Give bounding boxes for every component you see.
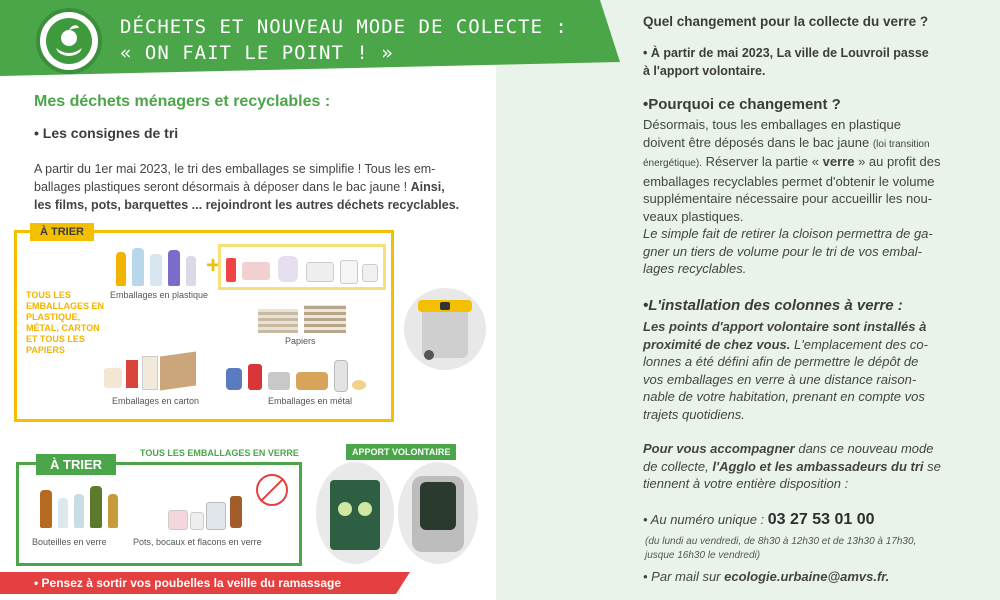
why-title: •Pourquoi ce changement ? xyxy=(643,96,841,113)
accompany-bold2: l'Agglo et les ambassadeurs du tri xyxy=(712,458,924,474)
caption-bouteilles: Bouteilles en verre xyxy=(32,537,107,547)
verre-title: TOUS LES EMBALLAGES EN VERRE xyxy=(140,448,299,458)
verre-change-text xyxy=(643,44,983,80)
mail-line xyxy=(643,569,889,584)
why-line3 xyxy=(643,153,959,173)
caption-papiers: Papiers xyxy=(285,336,316,346)
caption-carton: Emballages en carton xyxy=(112,396,200,406)
phone-label: • Au numéro unique : xyxy=(643,512,765,527)
install-line4: vos emballages en verre à une distance raison- xyxy=(643,371,917,387)
why-italic2: gner un tiers de volume pour le tri de vos embal- xyxy=(643,243,922,259)
glass-column-2-icon xyxy=(398,462,478,564)
bullet-title-text: Les consignes de tri xyxy=(42,125,179,141)
why-line3-end: » au profit des xyxy=(858,154,941,169)
section-title: Mes déchets ménagers et recyclables : xyxy=(34,93,331,110)
yellow-bin-icon xyxy=(404,288,486,370)
mail-address[interactable]: ecologie.urbaine@amvs.fr. xyxy=(724,569,890,584)
intro-line2 xyxy=(34,178,474,196)
intro-line2-text: ballages plastiques seront désormais à déposer dans le bac jaune ! xyxy=(34,180,408,194)
why-line3-bold: verre xyxy=(822,154,855,169)
accompany-bold1: Pour vous accompagner xyxy=(643,441,795,456)
verre-change-line1: • À partir de mai 2023, La ville de Louvroil passe xyxy=(643,46,929,60)
verre-change-line2: à l'apport volontaire. xyxy=(643,64,766,78)
plus-icon: + xyxy=(206,252,221,279)
install-paragraph xyxy=(643,318,959,423)
intro-paragraph xyxy=(34,160,474,214)
tri-tag: À TRIER xyxy=(30,223,94,241)
why-line3-small: énergétique). xyxy=(643,158,702,169)
why-paragraph xyxy=(643,116,959,278)
tri-tag-verre: À TRIER xyxy=(36,454,116,475)
why-line2 xyxy=(643,134,959,154)
footer-reminder-text: • Pensez à sortir vos poubelles la veille du ramassage xyxy=(34,576,342,590)
mail-label: • Par mail sur xyxy=(643,569,721,584)
why-line1: Désormais, tous les emballages en plastique xyxy=(643,117,901,132)
tri-side-text: TOUS LES EMBALLAGES EN PLASTIQUE, MÉTAL, CARTON ET TOUS LES PAPIERS xyxy=(26,290,105,355)
why-italic1: Le simple fait de retirer la cloison permettra de ga- xyxy=(643,226,933,241)
verre-question-title: Quel changement pour la collecte du verre ? xyxy=(643,14,929,29)
intro-line3: les films, pots, barquettes ... rejoindront les autres déchets recyclables. xyxy=(34,198,460,212)
install-line6: trajets quotidiens. xyxy=(643,406,745,422)
accompany-line2 xyxy=(643,458,959,476)
why-line2-small: (loi transition xyxy=(872,138,930,150)
glass-bottles-icon xyxy=(36,486,132,530)
accompany-paragraph xyxy=(643,440,959,493)
glass-jars-icon xyxy=(164,492,254,532)
header-title-line1: DÉCHETS ET NOUVEAU MODE DE COLECTE : xyxy=(120,16,568,38)
caption-plastique: Emballages en plastique xyxy=(110,290,209,300)
metal-packaging-icon xyxy=(226,360,376,394)
install-line5: nable de votre habitation, prenant en compte vos xyxy=(643,389,925,404)
install-title: •L'installation des colonnes à verre : xyxy=(643,297,903,314)
tri-box-left-border xyxy=(14,230,17,422)
install-line2 xyxy=(643,336,959,354)
hours-text xyxy=(645,535,916,563)
why-line6: veaux plastiques. xyxy=(643,208,744,224)
why-line2-text: doivent être déposés dans le bac jaune xyxy=(643,134,870,150)
phone-number[interactable]: 03 27 53 01 00 xyxy=(767,511,875,528)
carton-packaging-icon xyxy=(100,350,200,392)
bullet-title: • Les consignes de tri xyxy=(34,125,179,141)
no-ceramic-icon xyxy=(256,474,288,506)
phone-line xyxy=(643,511,875,529)
header-title-line2: « ON FAIT LE POINT ! » xyxy=(120,42,394,64)
plastic-bottles-icon xyxy=(112,246,202,288)
accompany-text1: dans ce nouveau mode xyxy=(798,441,934,456)
why-italic3: lages recyclables. xyxy=(643,261,747,276)
plastic-films-icon xyxy=(224,250,384,286)
install-line1: Les points d'apport volontaire sont installés à xyxy=(643,319,927,334)
accompany-line1 xyxy=(643,440,959,458)
papers-icon xyxy=(258,305,350,335)
caption-pots: Pots, bocaux et flacons en verre xyxy=(133,537,262,547)
glass-column-1-icon xyxy=(316,462,394,564)
why-line3-text: Réserver la partie « xyxy=(705,154,820,169)
apport-volontaire-tag: APPORT VOLONTAIRE xyxy=(346,444,456,460)
recycle-hands-icon xyxy=(46,18,92,64)
hours-line1: (du lundi au vendredi, de 8h30 à 12h30 et de 13h30 à 17h30, xyxy=(645,536,917,547)
accompany-text2a: de collecte, xyxy=(643,458,709,474)
install-line2-text: L'emplacement des co- xyxy=(794,336,928,352)
intro-line1: A partir du 1er mai 2023, le tri des emballages se simplifie ! Tous les em- xyxy=(34,162,436,176)
why-line5: supplémentaire nécessaire pour accueillir les nou- xyxy=(643,191,933,206)
caption-metal: Emballages en métal xyxy=(268,396,353,406)
install-line2-bold: proximité de chez vous. xyxy=(643,336,791,352)
accompany-line3: tiennent à votre entière disposition : xyxy=(643,476,849,491)
accompany-text2b: se xyxy=(927,458,941,474)
hours-line2: jusque 16h30 le vendredi) xyxy=(645,550,761,561)
why-line4: emballages recyclables permet d'obtenir le volume xyxy=(643,173,935,189)
install-line3: lonnes a été défini afin de permettre le dépôt de xyxy=(643,354,919,369)
intro-bold: Ainsi, xyxy=(410,180,445,194)
